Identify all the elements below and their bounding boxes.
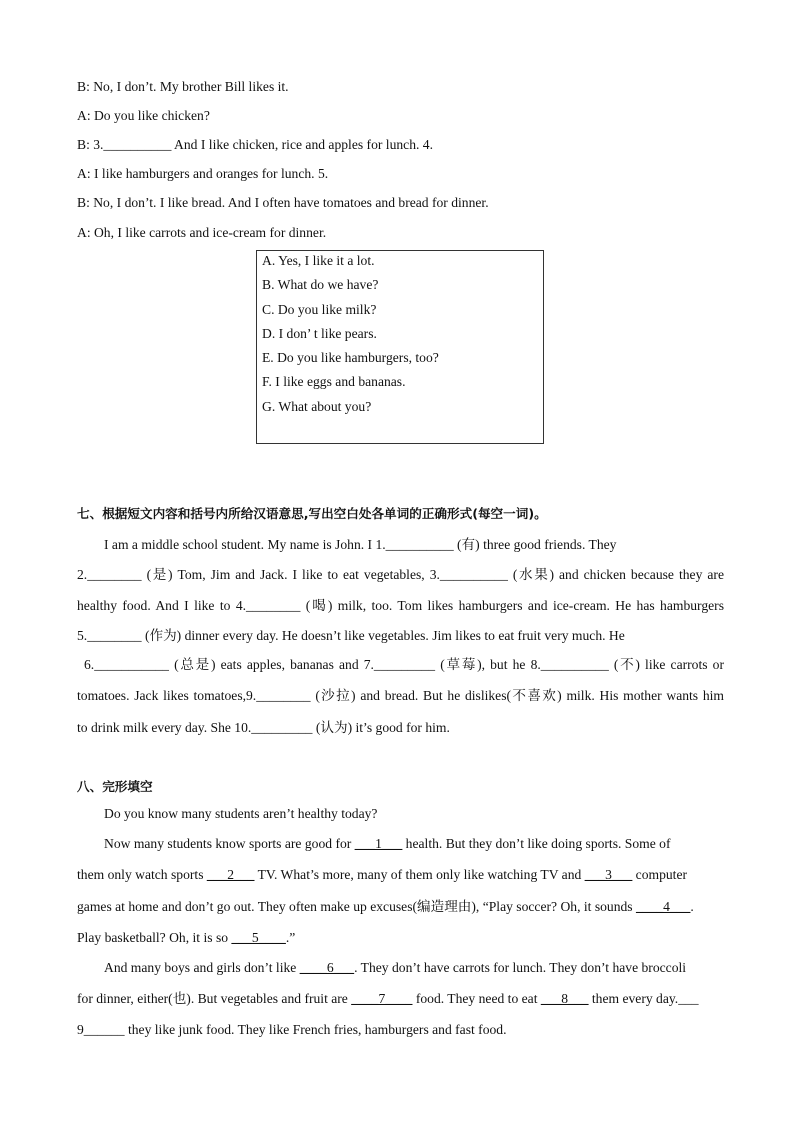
- passage-line: 5.________ (作为) dinner every day. He doesn’t like vegetables. Jim likes to eat fruit very much. He: [77, 628, 625, 643]
- blank-5[interactable]: ___5____: [231, 930, 286, 945]
- passage-line: 9______ they like junk food. They like French fries, hamburgers and fast food.: [77, 1022, 507, 1037]
- option-g: G. What about you?: [262, 399, 372, 414]
- blank-4[interactable]: ____4___: [635, 899, 691, 914]
- section-heading: 八、完形填空: [77, 779, 153, 794]
- passage-line: for dinner, either(也). But vegetables and fruit are ____7____ food. They need to eat ___8___ them every day.___: [77, 991, 699, 1006]
- passage-line: Play basketball? Oh, it is so ___5____.”: [77, 930, 296, 945]
- dialogue-line: A: Oh, I like carrots and ice-cream for dinner.: [77, 225, 327, 240]
- passage-line: 2.________ (是) Tom, Jim and Jack. I like to eat vegetables, 3.__________ (水果) and chicken because they are: [77, 567, 724, 582]
- passage-line: 6.___________ (总是) eats apples, bananas and 7._________ (草莓), but he 8.__________ (不) like carrots or: [84, 657, 724, 672]
- options-box: [256, 250, 544, 444]
- passage-line: to drink milk every day. She 10._________ (认为) it’s good for him.: [77, 720, 450, 735]
- option-e: E. Do you like hamburgers, too?: [262, 350, 439, 365]
- option-d: D. I don’ t like pears.: [262, 326, 377, 341]
- dialogue-line: A: I like hamburgers and oranges for lunch. 5.: [77, 166, 329, 181]
- dialogue-line: B: No, I don’t. I like bread. And I often have tomatoes and bread for dinner.: [77, 195, 489, 210]
- option-a: A. Yes, I like it a lot.: [262, 253, 375, 268]
- dialogue-line: B: No, I don’t. My brother Bill likes it.: [77, 79, 289, 94]
- blank-3[interactable]: ___3___: [584, 867, 633, 882]
- blank-8[interactable]: ___8___: [540, 991, 589, 1006]
- passage-line: tomatoes. Jack likes tomatoes,9.________ (沙拉) and bread. But he dislikes(不喜欢) milk. His mother wants him: [77, 688, 724, 703]
- passage-line: And many boys and girls don’t like ____6___. They don’t have carrots for lunch. They don’t have broccoli: [104, 960, 687, 975]
- blank-2[interactable]: ___2___: [206, 867, 255, 882]
- dialogue-line: A: Do you like chicken?: [77, 108, 210, 123]
- blank-1[interactable]: ___1___: [354, 836, 403, 851]
- section-heading: 七、根据短文内容和括号内所给汉语意思,写出空白处各单词的正确形式(每空一词)。: [77, 506, 547, 521]
- passage-line: Do you know many students aren’t healthy today?: [104, 806, 378, 821]
- option-f: F. I like eggs and bananas.: [262, 374, 406, 389]
- passage-line: them only watch sports ___2___ TV. What’s more, many of them only like watching TV and ___3___ computer: [77, 867, 688, 882]
- passage-line: Now many students know sports are good for ___1___ health. But they don’t like doing sports. Some of: [104, 836, 671, 851]
- passage-line: I am a middle school student. My name is John. I 1.__________ (有) three good friends. They: [104, 537, 617, 552]
- blank-6[interactable]: ____6___: [299, 960, 355, 975]
- blank-7[interactable]: ____7____: [351, 991, 413, 1006]
- option-c: C. Do you like milk?: [262, 302, 377, 317]
- passage-line: games at home and don’t go out. They often make up excuses(编造理由), “Play soccer? Oh, it sounds ____4___.: [77, 899, 694, 914]
- option-b: B. What do we have?: [262, 277, 379, 292]
- dialogue-line: B: 3.__________ And I like chicken, rice and apples for lunch. 4.: [77, 137, 433, 152]
- passage-line: healthy food. And I like to 4.________ (喝) milk, too. Tom likes hamburgers and ice-cream. He has hamburgers: [77, 598, 724, 613]
